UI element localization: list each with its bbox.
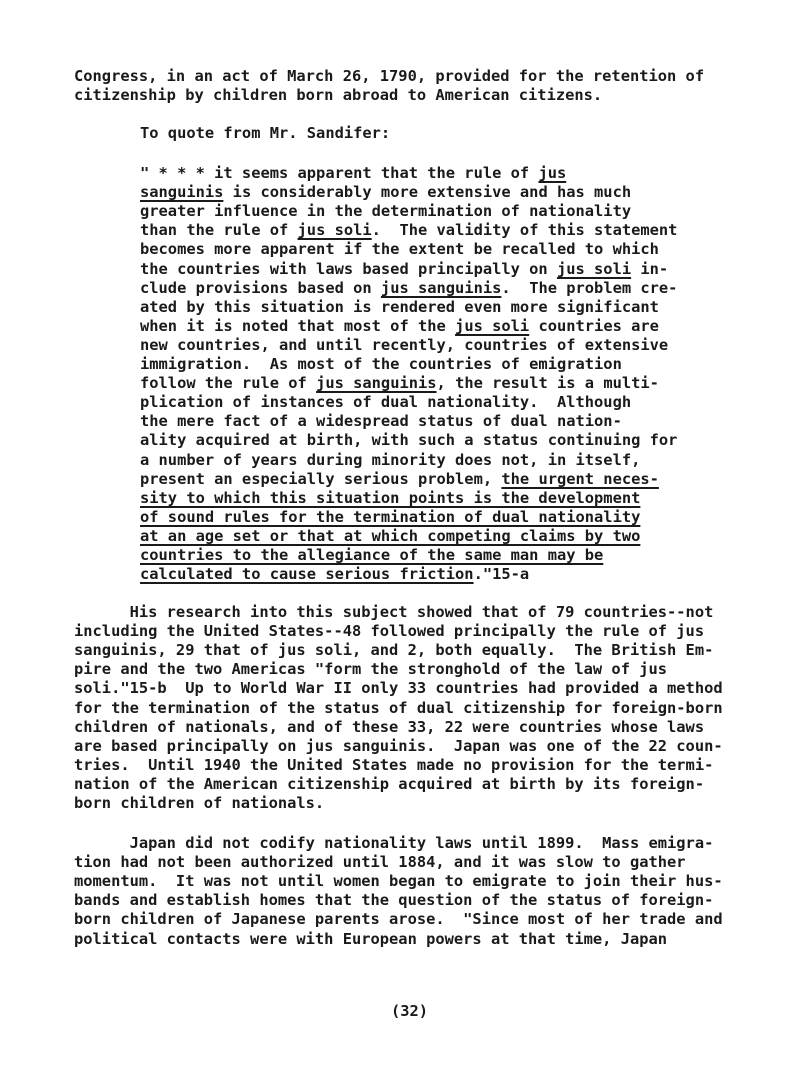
quote-line (140, 431, 677, 450)
page-number: (32) (391, 1002, 429, 1020)
quote-line (140, 565, 529, 584)
text-line: soli."15-b Up to World War II only 33 countries had provided a method (74, 679, 723, 697)
text-segment: new countries, and until recently, countries of extensive (140, 336, 669, 354)
text-line: born children of nationals. (74, 794, 325, 812)
quote-line (140, 451, 640, 470)
text-segment: countries are (529, 317, 659, 335)
quote-line (140, 240, 659, 259)
underlined-text: jus soli (455, 317, 530, 335)
quote-line (140, 546, 603, 565)
text-line: born children of Japanese parents arose. "Since most of her trade and (74, 910, 723, 928)
text-segment: ality acquired at birth, with such a status continuing for (140, 431, 678, 449)
text-segment: when it is noted that most of the (140, 317, 456, 335)
text-line: children of nationals, and of these 33, 22 were countries whose laws (74, 718, 705, 736)
underlined-text: calculated to cause serious friction (140, 565, 474, 583)
text-line: Congress, in an act of March 26, 1790, provided for the retention of (74, 67, 705, 85)
text-segment: " * * * it seems apparent that the rule of (140, 164, 539, 182)
text-segment: , the result is a multi- (436, 374, 659, 392)
quote-line (140, 183, 631, 202)
text-line: tries. Until 1940 the United States made no provision for the termi- (74, 756, 714, 774)
text-line: are based principally on jus sanguinis. Japan was one of the 22 coun- (74, 737, 723, 755)
text-segment: in- (631, 260, 669, 278)
quote-line (140, 412, 622, 431)
text-line: political contacts were with European powers at that time, Japan (74, 930, 668, 948)
text-line: for the termination of the status of dual citizenship for foreign-born (74, 699, 723, 717)
text-segment: the countries with laws based principally on (140, 260, 557, 278)
quote-line (140, 470, 659, 489)
text-segment: the mere fact of a widespread status of dual nation- (140, 412, 622, 430)
quote-intro: To quote from Mr. Sandifer: (140, 124, 391, 142)
text-segment: follow the rule of (140, 374, 317, 392)
text-segment: present an especially serious problem, (140, 470, 502, 488)
underlined-text: sity to which this situation points is the development (140, 489, 641, 507)
quote-line (140, 527, 640, 546)
text-line: momentum. It was not until women began to emigrate to join their hus- (74, 872, 723, 890)
text-segment: ."15-a (473, 565, 530, 583)
underlined-text: at an age set or that at which competing claims by two (140, 527, 641, 545)
text-segment: greater influence in the determination of nationality (140, 202, 632, 220)
quote-line (140, 279, 677, 298)
underlined-text: the urgent neces- (501, 470, 659, 488)
text-segment: is considerably more extensive and has much (223, 183, 632, 201)
quote-line (140, 393, 631, 412)
underlined-text: jus (538, 164, 567, 182)
quote-line (140, 489, 640, 508)
quote-line (140, 336, 668, 355)
underlined-text: of sound rules for the termination of dual nationality (140, 508, 641, 526)
text-line: nation of the American citizenship acquired at birth by its foreign- (74, 775, 705, 793)
text-segment: becomes more apparent if the extent be recalled to which (140, 240, 659, 258)
text-line: His research into this subject showed that of 79 countries--not (74, 603, 714, 621)
text-line: Japan did not codify nationality laws until 1899. Mass emigra- (74, 834, 714, 852)
underlined-text: countries to the allegiance of the same man may be (140, 546, 604, 564)
text-segment: . The problem cre- (501, 279, 678, 297)
text-segment: clude provisions based on (140, 279, 381, 297)
quote-line (140, 508, 640, 527)
text-line: including the United States--48 followed principally the rule of jus (74, 622, 705, 640)
text-segment: a number of years during minority does not, in itself, (140, 451, 641, 469)
underlined-text: jus soli (556, 260, 632, 278)
text-line: citizenship by children born abroad to American citizens. (74, 86, 603, 104)
text-line: sanguinis, 29 that of jus soli, and 2, both equally. The British Em- (74, 641, 714, 659)
quote-line (140, 374, 659, 393)
underlined-text: jus soli (297, 221, 372, 239)
text-segment: ated by this situation is rendered even more significant (140, 298, 659, 316)
text-segment: . The validity of this statement (371, 221, 678, 239)
quote-line (140, 355, 622, 374)
text-segment: than the rule of (140, 221, 298, 239)
text-segment: immigration. As most of the countries of emigration (140, 355, 622, 373)
quote-line (140, 260, 668, 279)
quote-line (140, 202, 631, 221)
quote-line (140, 221, 677, 240)
text-segment: plication of instances of dual nationality. Although (140, 393, 632, 411)
quote-line (140, 298, 659, 317)
text-line: pire and the two Americas "form the stronghold of the law of jus (74, 660, 668, 678)
quote-line (140, 317, 659, 336)
text-line: bands and establish homes that the question of the status of foreign- (74, 891, 714, 909)
text-line: tion had not been authorized until 1884, and it was slow to gather (74, 853, 686, 871)
underlined-text: jus sanguinis (380, 279, 502, 297)
underlined-text: sanguinis (140, 183, 224, 201)
underlined-text: jus sanguinis (316, 374, 437, 392)
quote-line (140, 164, 566, 183)
